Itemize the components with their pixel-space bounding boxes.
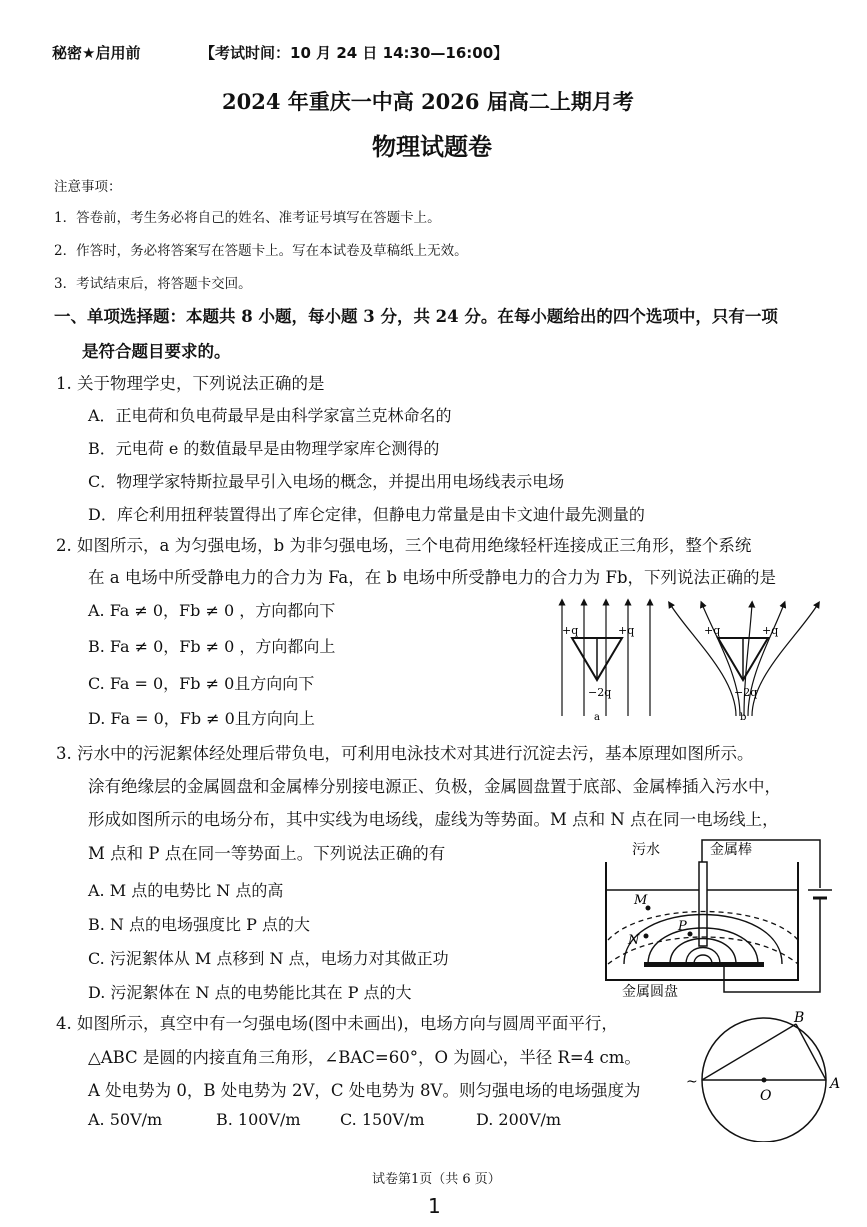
q4-circle-figure — [684, 1008, 850, 1142]
page-info: 试卷第1页（共 6 页） — [372, 1172, 501, 1187]
q4-stem-line2: △ABC 是圆的内接直角三角形，∠BAC=60°，O 为圆心，半径 R=4 cm。 — [88, 1048, 641, 1067]
metal-disk — [644, 962, 764, 967]
q3-option-b: B. N 点的电场强度比 P 点的大 — [88, 915, 310, 934]
metal-rod — [699, 862, 707, 946]
charge-minus-2q: −2q — [588, 686, 612, 699]
q2-stem-line2: 在 a 电场中所受静电力的合力为 Fa，在 b 电场中所受静电力的合力为 Fb，下列说法正确的是 — [88, 568, 777, 587]
q4-options — [88, 1110, 561, 1129]
label-m: M — [634, 893, 648, 908]
q3-stem-line3: 形成如图所示的电场分布，其中实线为电场线，虚线为等势面。M 点和 N 点在同一电场线上， — [88, 810, 779, 829]
charge-plus-q: +q — [618, 624, 635, 637]
label-water: 污水 — [632, 842, 660, 858]
q4-stem-line1: 4. 如图所示，真空中有一匀强电场(图中未画出)，电场方向与圆周平面平行， — [56, 1014, 618, 1033]
note-item: 2．作答时，务必将答案写在答题卡上。写在本试卷及草稿纸上无效。 — [54, 243, 468, 259]
page-number: 1 — [428, 1194, 441, 1218]
q2-stem-line1: 2. 如图所示，a 为匀强电场，b 为非匀强电场，三个电荷用绝缘轻杆连接成正三角形，整个系统 — [56, 536, 752, 555]
triangle-a — [572, 638, 622, 680]
point-n — [644, 934, 649, 939]
q1-option-c: C．物理学家特斯拉最早引入电场的概念，并提出用电场线表示电场 — [88, 472, 565, 491]
triangle-abc — [702, 1024, 826, 1080]
charge-plus-q: +q — [762, 624, 779, 637]
q3-stem-line2: 涂有绝缘层的金属圆盘和金属棒分别接电源正、负极，金属圆盘置于底部、金属棒插入污水中， — [88, 777, 781, 796]
q3-option-c: C. 污泥絮体从 M 点移到 N 点，电场力对其做正功 — [88, 949, 449, 968]
q3-electrophoresis-figure — [604, 832, 840, 998]
q2-option-d: D. Fa = 0，Fb ≠ 0且方向向上 — [88, 709, 315, 728]
q3-option-a: A. M 点的电势比 N 点的高 — [88, 881, 284, 900]
exam-title: 2024 年重庆一中高 2026 届高二上期月考 — [222, 89, 634, 114]
q2-field-figure — [540, 596, 830, 726]
center-o — [762, 1078, 767, 1083]
q2-option-b: B. Fa ≠ 0，Fb ≠ 0 ，方向都向上 — [88, 637, 336, 656]
q4-stem-line3: A 处电势为 0，B 处电势为 2V，C 处电势为 8V。则匀强电场的电场强度为 — [88, 1081, 641, 1100]
label-a: A — [830, 1076, 841, 1092]
q1-option-a: A．正电荷和负电荷最早是由科学家富兰克林命名的 — [88, 406, 452, 425]
section-heading-cont: 是符合题目要求的。 — [82, 342, 231, 361]
nonuniform-field-lines — [670, 604, 818, 716]
charge-plus-q: +q — [562, 624, 579, 637]
q1-option-b: B．元电荷 e 的数值最早是由物理学家库仑测得的 — [88, 439, 440, 458]
note-item: 3．考试结束后，将答题卡交回。 — [54, 276, 252, 292]
q3-stem-line1: 3. 污水中的污泥絮体经处理后带负电，可利用电泳技术对其进行沉淀去污，基本原理如图所示。 — [56, 744, 754, 763]
q3-stem-line4: M 点和 P 点在同一等势面上。下列说法正确的有 — [88, 844, 446, 863]
q4-option-c: C. 150V/m — [340, 1110, 425, 1129]
label-n: N — [628, 933, 640, 948]
figure-label-a: a — [594, 712, 600, 723]
cut-mark: ~ — [686, 1074, 698, 1090]
label-disk: 金属圆盘 — [622, 984, 678, 998]
q1-stem: 1. 关于物理学史，下列说法正确的是 — [56, 374, 325, 393]
section-heading: 一、单项选择题：本题共 8 小题，每小题 3 分，共 24 分。在每小题给出的四个选项中，只有一项 — [54, 307, 778, 326]
q1-option-d: D．库仑利用扭秤装置得出了库仑定律，但静电力常量是由卡文迪什最先测量的 — [88, 505, 645, 524]
charge-minus-2q: −2q — [734, 686, 758, 699]
exam-time: 【考试时间：10 月 24 日 14:30—16:00】 — [200, 44, 509, 62]
q2-option-c: C. Fa = 0，Fb ≠ 0且方向向下 — [88, 674, 315, 693]
note-item: 1．答卷前，考生务必将自己的姓名、准考证号填写在答题卡上。 — [54, 210, 441, 226]
label-p: P — [678, 919, 687, 934]
notes-heading: 注意事项： — [54, 179, 122, 195]
label-rod: 金属棒 — [710, 842, 752, 858]
secret-label: 秘密★启用前 — [52, 44, 141, 62]
exam-subtitle: 物理试题卷 — [372, 132, 492, 161]
label-o: O — [760, 1088, 772, 1104]
q2-option-a: A. Fa ≠ 0，Fb ≠ 0 ，方向都向下 — [88, 601, 336, 620]
label-b: B — [794, 1010, 805, 1026]
q4-option-b: B. 100V/m — [216, 1110, 301, 1129]
point-p — [688, 932, 693, 937]
q4-option-a: A. 50V/m — [88, 1110, 163, 1129]
charge-plus-q: +q — [704, 624, 721, 637]
figure-label-b: b — [740, 712, 747, 723]
q4-option-d: D. 200V/m — [476, 1110, 562, 1129]
q3-option-d: D. 污泥絮体在 N 点的电势能比其在 P 点的大 — [88, 983, 412, 1002]
